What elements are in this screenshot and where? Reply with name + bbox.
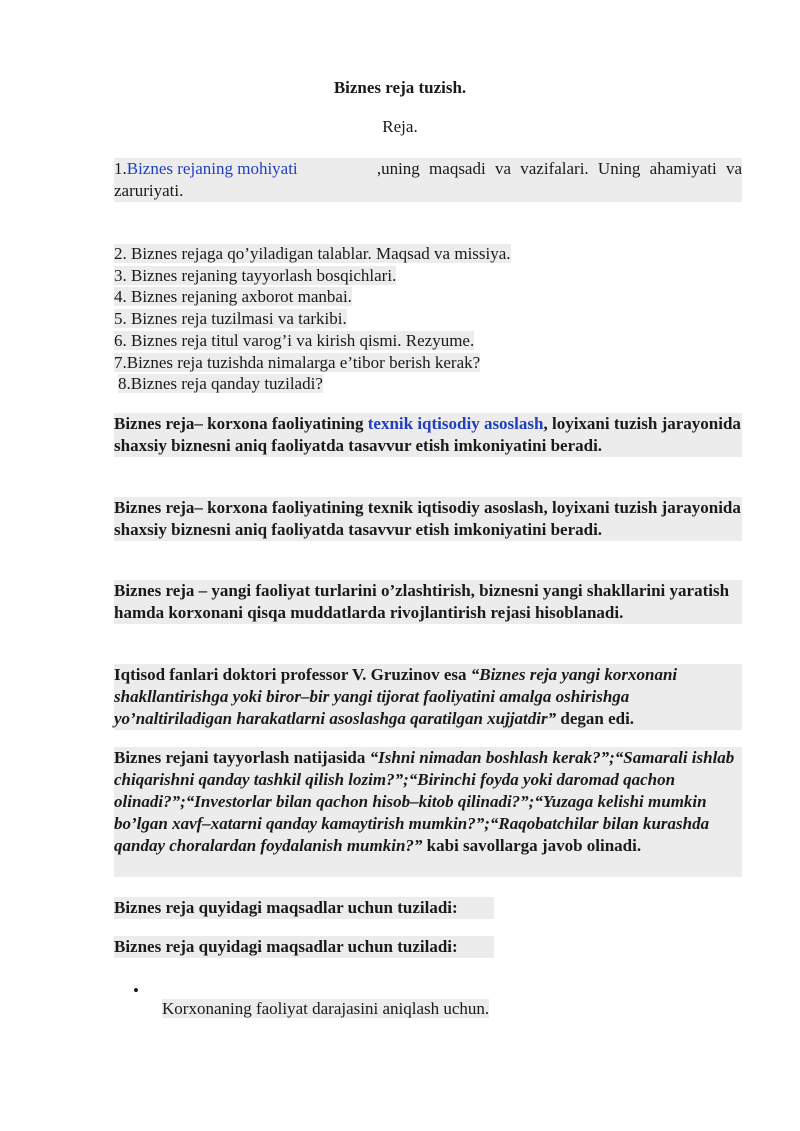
section-heading-1: Biznes reja quyidagi maqsadlar uchun tuziladi: (114, 897, 494, 919)
questions-list: “Ishni nimadan boshlash kerak?”;“Samarali ishlab chiqarishni qanday tashkil qilish lozim?”;“Birinchi foyda yoki daromad qachon olinadi?”;“Investorlar bilan qachon hisob–kitob qilinadi?”;“Yuzaga kelishi mumkin bo’lgan xavf–xatarni qanday kamaytirish mumkin?”;“Raqobatchilar bilan kurashda qanday choralardan foydalanish mumkin?” (114, 748, 735, 855)
document-subtitle: Reja. (382, 117, 418, 136)
plan-item-4: 4. Biznes rejaning axborot manbai. (114, 287, 352, 307)
plan-item-3: 3. Biznes rejaning tayyorlash bosqichlari. (114, 265, 397, 285)
plan-item-5: 5. Biznes reja tuzilmasi va tarkibi. (114, 309, 347, 329)
plan-item-7: 7.Biznes reja tuzishda nimalarga e’tibor berish kerak? (114, 352, 481, 372)
document-title: Biznes reja tuzish. (333, 78, 467, 97)
bullet-item: Korxonaning faoliyat darajasini aniqlash uchun. (162, 999, 490, 1018)
bullet-icon: • (133, 981, 139, 1000)
plan-list (114, 243, 511, 395)
paragraph-questions: Biznes rejani tayyorlash natijasida “Ishni nimadan boshlash kerak?”;“Samarali ishlab chiqarishni qanday tashkil qilish lozim?”;“Birinchi foyda yoki daromad qachon olinadi?”;“Investorlar bilan qachon hisob–kitob qilinadi?”;“Yuzaga kelishi mumkin bo’lgan xavf–xatarni qanday kamaytirish mumkin?”;“Raqobatchilar bilan kurashda qanday choralardan foydalanish mumkin?” kabi savollarga javob olinadi. (114, 747, 742, 877)
plan-item-1-link[interactable]: Biznes rejaning mohiyati (126, 159, 298, 178)
gruzinov-quote: “Biznes reja yangi korxonani shakllantirishga yoki biror–bir yangi tijorat faoliyatini amalga oshirishga yo’naltiriladigan harakatlarni asoslashga qaratilgan xujjatdir” (114, 665, 678, 728)
section-heading-2: Biznes reja quyidagi maqsadlar uchun tuziladi: (114, 936, 494, 958)
plan-item-1-line2: zaruriyati. (114, 181, 184, 200)
paragraph-definition-1: Biznes reja– korxona faoliyatining texnik iqtisodiy asoslash, loyixani tuzish jarayonida shaxsiy biznesni aniq faoliyatda tasavvur etish imkoniyatini beradi. (114, 414, 741, 455)
plan-item-1-line1 (114, 158, 742, 180)
paragraph-definition-2: Biznes reja– korxona faoliyatining texnik iqtisodiy asoslash, loyixani tuzish jarayonida shaxsiy biznesni aniq faoliyatda tasavvur etish imkoniyatini beradi. (114, 498, 741, 539)
paragraph-definition-3: Biznes reja – yangi faoliyat turlarini o’zlashtirish, biznesni yangi shakllarini yaratish hamda korxonani qisqa muddatlarda rivojlantirish rejasi hisoblanadi. (114, 580, 742, 624)
plan-item-1 (114, 158, 742, 202)
plan-item-1-number: 1. (114, 159, 127, 178)
paragraph-gruzinov-quote: Iqtisod fanlari doktori professor V. Gruzinov esa “Biznes reja yangi korxonani shakllantirishga yoki biror–bir yangi tijorat faoliyatini amalga oshirishga yo’naltiriladigan harakatlarni asoslashga qaratilgan xujjatdir” degan edi. (114, 664, 742, 730)
plan-item-1-rest: ,uning maqsadi va vazifalari. Uning ahamiyati va (376, 159, 742, 178)
definition-link[interactable]: texnik iqtisodiy asoslash (367, 414, 544, 433)
plan-item-2: 2. Biznes rejaga qo’yiladigan talablar. Maqsad va missiya. (114, 244, 511, 263)
plan-item-6: 6. Biznes reja titul varog’i va kirish qismi. Rezyume. (114, 330, 475, 350)
plan-item-8: 8.Biznes reja qanday tuziladi? (118, 374, 323, 394)
